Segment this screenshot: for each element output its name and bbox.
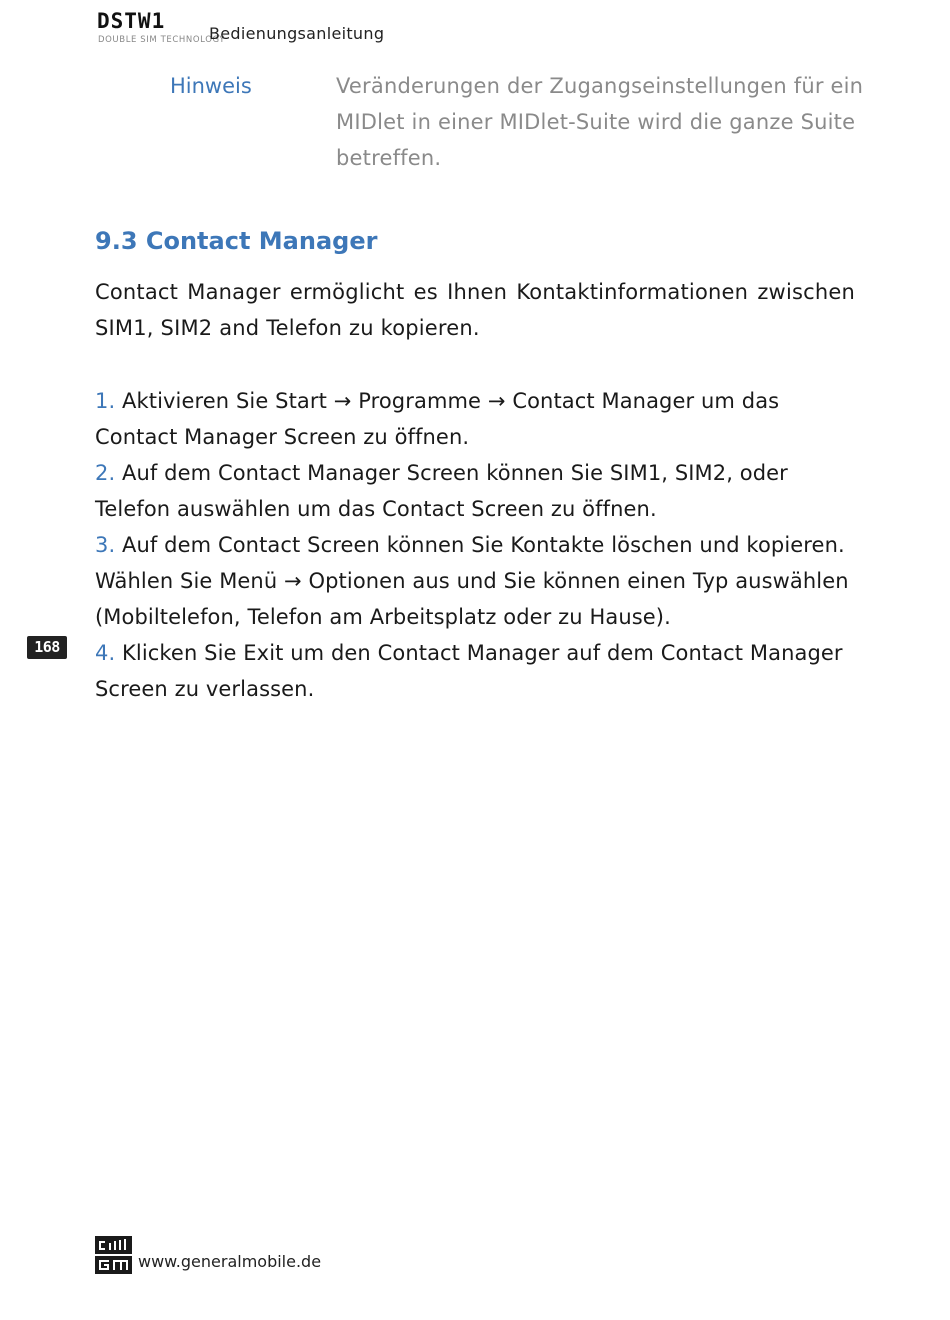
note-label: Hinweis (170, 74, 252, 98)
logo-subtitle: DOUBLE SIM TECHNOLOGY (98, 35, 226, 45)
section-heading: 9.3 Contact Manager (95, 227, 378, 255)
step-text: Auf dem Contact Manager Screen können Sie SIM1, SIM2, oder Telefon auswählen um das Contact Screen zu öffnen. (95, 461, 788, 521)
note-text: Veränderungen der Zugangseinstellungen für ein MIDlet in einer MIDlet-Suite wird die ganze Suite betreffen. (336, 74, 864, 170)
step-number: 3. (95, 533, 116, 557)
page-number-badge: 168 (27, 636, 67, 659)
step-text: Klicken Sie Exit um den Contact Manager auf dem Contact Manager Screen zu verlassen. (95, 641, 843, 701)
step-item (95, 455, 857, 527)
page-header (97, 10, 497, 44)
step-item (95, 383, 857, 455)
step-number: 1. (95, 389, 116, 413)
step-item (95, 527, 857, 635)
manual-title: Bedienungsanleitung (209, 24, 385, 43)
footer-url: www.generalmobile.de (138, 1252, 322, 1271)
section-intro: Contact Manager ermöglicht es Ihnen Kontaktinformationen zwischen SIM1, SIM2 and Telefon zu kopieren. (95, 280, 855, 340)
dstw1-logo: DSTW1 (97, 9, 166, 33)
step-number: 4. (95, 641, 116, 665)
step-item (95, 635, 857, 707)
step-text: Aktivieren Sie Start → Programme → Contact Manager um das Contact Manager Screen zu öffnen. (95, 389, 780, 449)
step-text: Auf dem Contact Screen können Sie Kontakte löschen und kopieren. Wählen Sie Menü → Optionen aus und Sie können einen Typ auswählen (Mobiltelefon, Telefon am Arbeitsplatz oder zu Hause). (95, 533, 849, 629)
step-number: 2. (95, 461, 116, 485)
general-mobile-logo-icon (95, 1236, 132, 1274)
steps-list (95, 383, 857, 707)
